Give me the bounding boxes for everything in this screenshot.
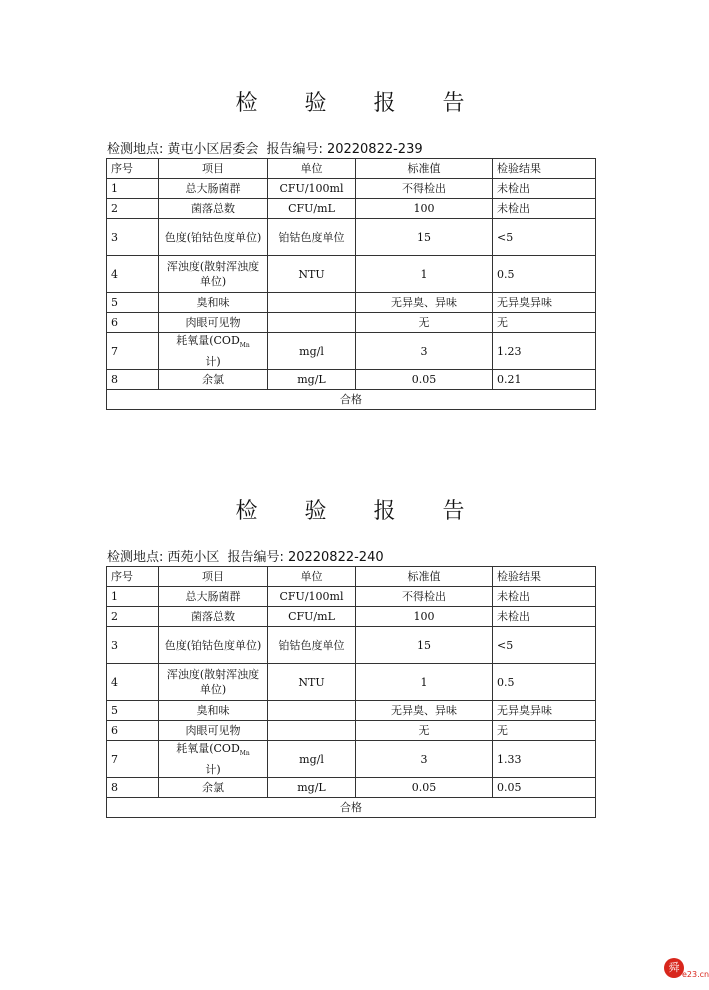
cell-item: 色度(铂钴色度单位) xyxy=(159,627,268,664)
table-row xyxy=(107,179,596,199)
cell-standard: 0.05 xyxy=(356,370,493,390)
table-row xyxy=(107,664,596,701)
cell-item: 菌落总数 xyxy=(159,199,268,219)
cell-item: 肉眼可见物 xyxy=(159,313,268,333)
item-subscript: Mn xyxy=(239,342,250,350)
report-2 xyxy=(0,494,700,814)
site-watermark xyxy=(660,958,709,982)
header-item: 项目 xyxy=(159,159,268,179)
report-no-value: 20220822-239 xyxy=(326,142,423,157)
cell-index: 1 xyxy=(107,179,159,199)
table-row xyxy=(107,741,596,778)
cell-item xyxy=(159,333,268,370)
cell-index: 4 xyxy=(107,256,159,293)
cell-unit xyxy=(268,701,356,721)
cell-unit: CFU/mL xyxy=(268,199,356,219)
cell-unit: 铂钴色度单位 xyxy=(268,627,356,664)
cell-item: 菌落总数 xyxy=(159,607,268,627)
cell-standard: 无 xyxy=(356,313,493,333)
item-text-tail: 计) xyxy=(205,354,221,368)
table-row xyxy=(107,370,596,390)
cell-index: 2 xyxy=(107,607,159,627)
item-text: 耗氧量(COD xyxy=(176,334,240,348)
cell-standard: 1 xyxy=(356,664,493,701)
cell-unit: CFU/100ml xyxy=(268,179,356,199)
cell-unit xyxy=(268,721,356,741)
cell-unit: mg/l xyxy=(268,333,356,370)
cell-unit: CFU/100ml xyxy=(268,587,356,607)
report-no-label: 报告编号: xyxy=(227,550,284,565)
cell-unit: NTU xyxy=(268,664,356,701)
watermark-text: e23.cn xyxy=(682,970,709,979)
cell-item xyxy=(159,741,268,778)
cell-result: 0.05 xyxy=(493,778,596,798)
cell-result: 0.21 xyxy=(493,370,596,390)
results-table xyxy=(106,566,596,818)
cell-index: 1 xyxy=(107,587,159,607)
cell-item: 肉眼可见物 xyxy=(159,721,268,741)
cell-result: 未检出 xyxy=(493,199,596,219)
table-row xyxy=(107,701,596,721)
location-label: 检测地点: xyxy=(107,142,164,157)
cell-index: 5 xyxy=(107,701,159,721)
header-index: 序号 xyxy=(107,159,159,179)
cell-result: 无异臭异味 xyxy=(493,701,596,721)
cell-item: 总大肠菌群 xyxy=(159,179,268,199)
header-result: 检验结果 xyxy=(493,159,596,179)
header-result: 检验结果 xyxy=(493,567,596,587)
cell-index: 4 xyxy=(107,664,159,701)
cell-standard: 3 xyxy=(356,741,493,778)
header-item: 项目 xyxy=(159,567,268,587)
table-row xyxy=(107,627,596,664)
cell-index: 6 xyxy=(107,721,159,741)
cell-unit: CFU/mL xyxy=(268,607,356,627)
location-value: 黄屯小区居委会 xyxy=(167,142,259,157)
cell-standard: 100 xyxy=(356,199,493,219)
cell-item: 总大肠菌群 xyxy=(159,587,268,607)
cell-item: 臭和味 xyxy=(159,701,268,721)
conclusion-cell: 合格 xyxy=(107,798,596,818)
cell-index: 2 xyxy=(107,199,159,219)
report-no-value: 20220822-240 xyxy=(287,550,384,565)
cell-standard: 1 xyxy=(356,256,493,293)
table-row xyxy=(107,721,596,741)
cell-unit: mg/l xyxy=(268,741,356,778)
cell-standard: 无异臭、异味 xyxy=(356,293,493,313)
report-1 xyxy=(0,86,700,406)
header-unit: 单位 xyxy=(268,567,356,587)
cell-index: 7 xyxy=(107,333,159,370)
table-header-row xyxy=(107,567,596,587)
conclusion-cell: 合格 xyxy=(107,390,596,410)
cell-standard: 15 xyxy=(356,219,493,256)
table-row xyxy=(107,293,596,313)
report-meta xyxy=(107,546,388,565)
location-label: 检测地点: xyxy=(107,550,164,565)
cell-standard: 3 xyxy=(356,333,493,370)
cell-item: 浑浊度(散射浑浊度单位) xyxy=(159,664,268,701)
cell-index: 8 xyxy=(107,778,159,798)
cell-item: 浑浊度(散射浑浊度单位) xyxy=(159,256,268,293)
watermark-logo-icon: 舜 xyxy=(664,958,684,978)
cell-item: 色度(铂钴色度单位) xyxy=(159,219,268,256)
cell-standard: 不得检出 xyxy=(356,587,493,607)
cell-index: 6 xyxy=(107,313,159,333)
item-text: 耗氧量(COD xyxy=(176,742,240,756)
cell-standard: 0.05 xyxy=(356,778,493,798)
item-text-tail: 计) xyxy=(205,762,221,776)
table-row xyxy=(107,199,596,219)
report-meta xyxy=(107,138,427,157)
conclusion-row xyxy=(107,798,596,818)
table-header-row xyxy=(107,159,596,179)
cell-result: 无 xyxy=(493,313,596,333)
cell-standard: 无异臭、异味 xyxy=(356,701,493,721)
cell-result: 0.5 xyxy=(493,256,596,293)
cell-item: 余氯 xyxy=(159,778,268,798)
cell-result: 未检出 xyxy=(493,587,596,607)
cell-index: 8 xyxy=(107,370,159,390)
report-title: 检 验 报 告 xyxy=(235,91,485,116)
cell-item: 臭和味 xyxy=(159,293,268,313)
cell-unit: NTU xyxy=(268,256,356,293)
cell-item: 余氯 xyxy=(159,370,268,390)
report-title: 检 验 报 告 xyxy=(235,499,485,524)
cell-result: <5 xyxy=(493,219,596,256)
conclusion-row xyxy=(107,390,596,410)
cell-result: 0.5 xyxy=(493,664,596,701)
table-row xyxy=(107,256,596,293)
table-row xyxy=(107,333,596,370)
cell-index: 3 xyxy=(107,627,159,664)
cell-index: 3 xyxy=(107,219,159,256)
cell-result: 未检出 xyxy=(493,607,596,627)
cell-index: 7 xyxy=(107,741,159,778)
header-index: 序号 xyxy=(107,567,159,587)
cell-result: 无 xyxy=(493,721,596,741)
table-row xyxy=(107,607,596,627)
header-unit: 单位 xyxy=(268,159,356,179)
cell-index: 5 xyxy=(107,293,159,313)
item-subscript: Mn xyxy=(239,750,250,758)
table-row xyxy=(107,219,596,256)
header-standard: 标准值 xyxy=(356,159,493,179)
cell-result: 1.33 xyxy=(493,741,596,778)
cell-result: 无异臭异味 xyxy=(493,293,596,313)
cell-result: <5 xyxy=(493,627,596,664)
cell-unit: mg/L xyxy=(268,370,356,390)
cell-unit xyxy=(268,293,356,313)
table-row xyxy=(107,587,596,607)
results-table xyxy=(106,158,596,410)
cell-standard: 无 xyxy=(356,721,493,741)
cell-unit: 铂钴色度单位 xyxy=(268,219,356,256)
cell-unit: mg/L xyxy=(268,778,356,798)
cell-result: 未检出 xyxy=(493,179,596,199)
cell-standard: 不得检出 xyxy=(356,179,493,199)
cell-standard: 100 xyxy=(356,607,493,627)
table-row xyxy=(107,313,596,333)
table-row xyxy=(107,778,596,798)
cell-standard: 15 xyxy=(356,627,493,664)
location-value: 西苑小区 xyxy=(167,550,220,565)
cell-unit xyxy=(268,313,356,333)
cell-result: 1.23 xyxy=(493,333,596,370)
header-standard: 标准值 xyxy=(356,567,493,587)
report-no-label: 报告编号: xyxy=(266,142,323,157)
